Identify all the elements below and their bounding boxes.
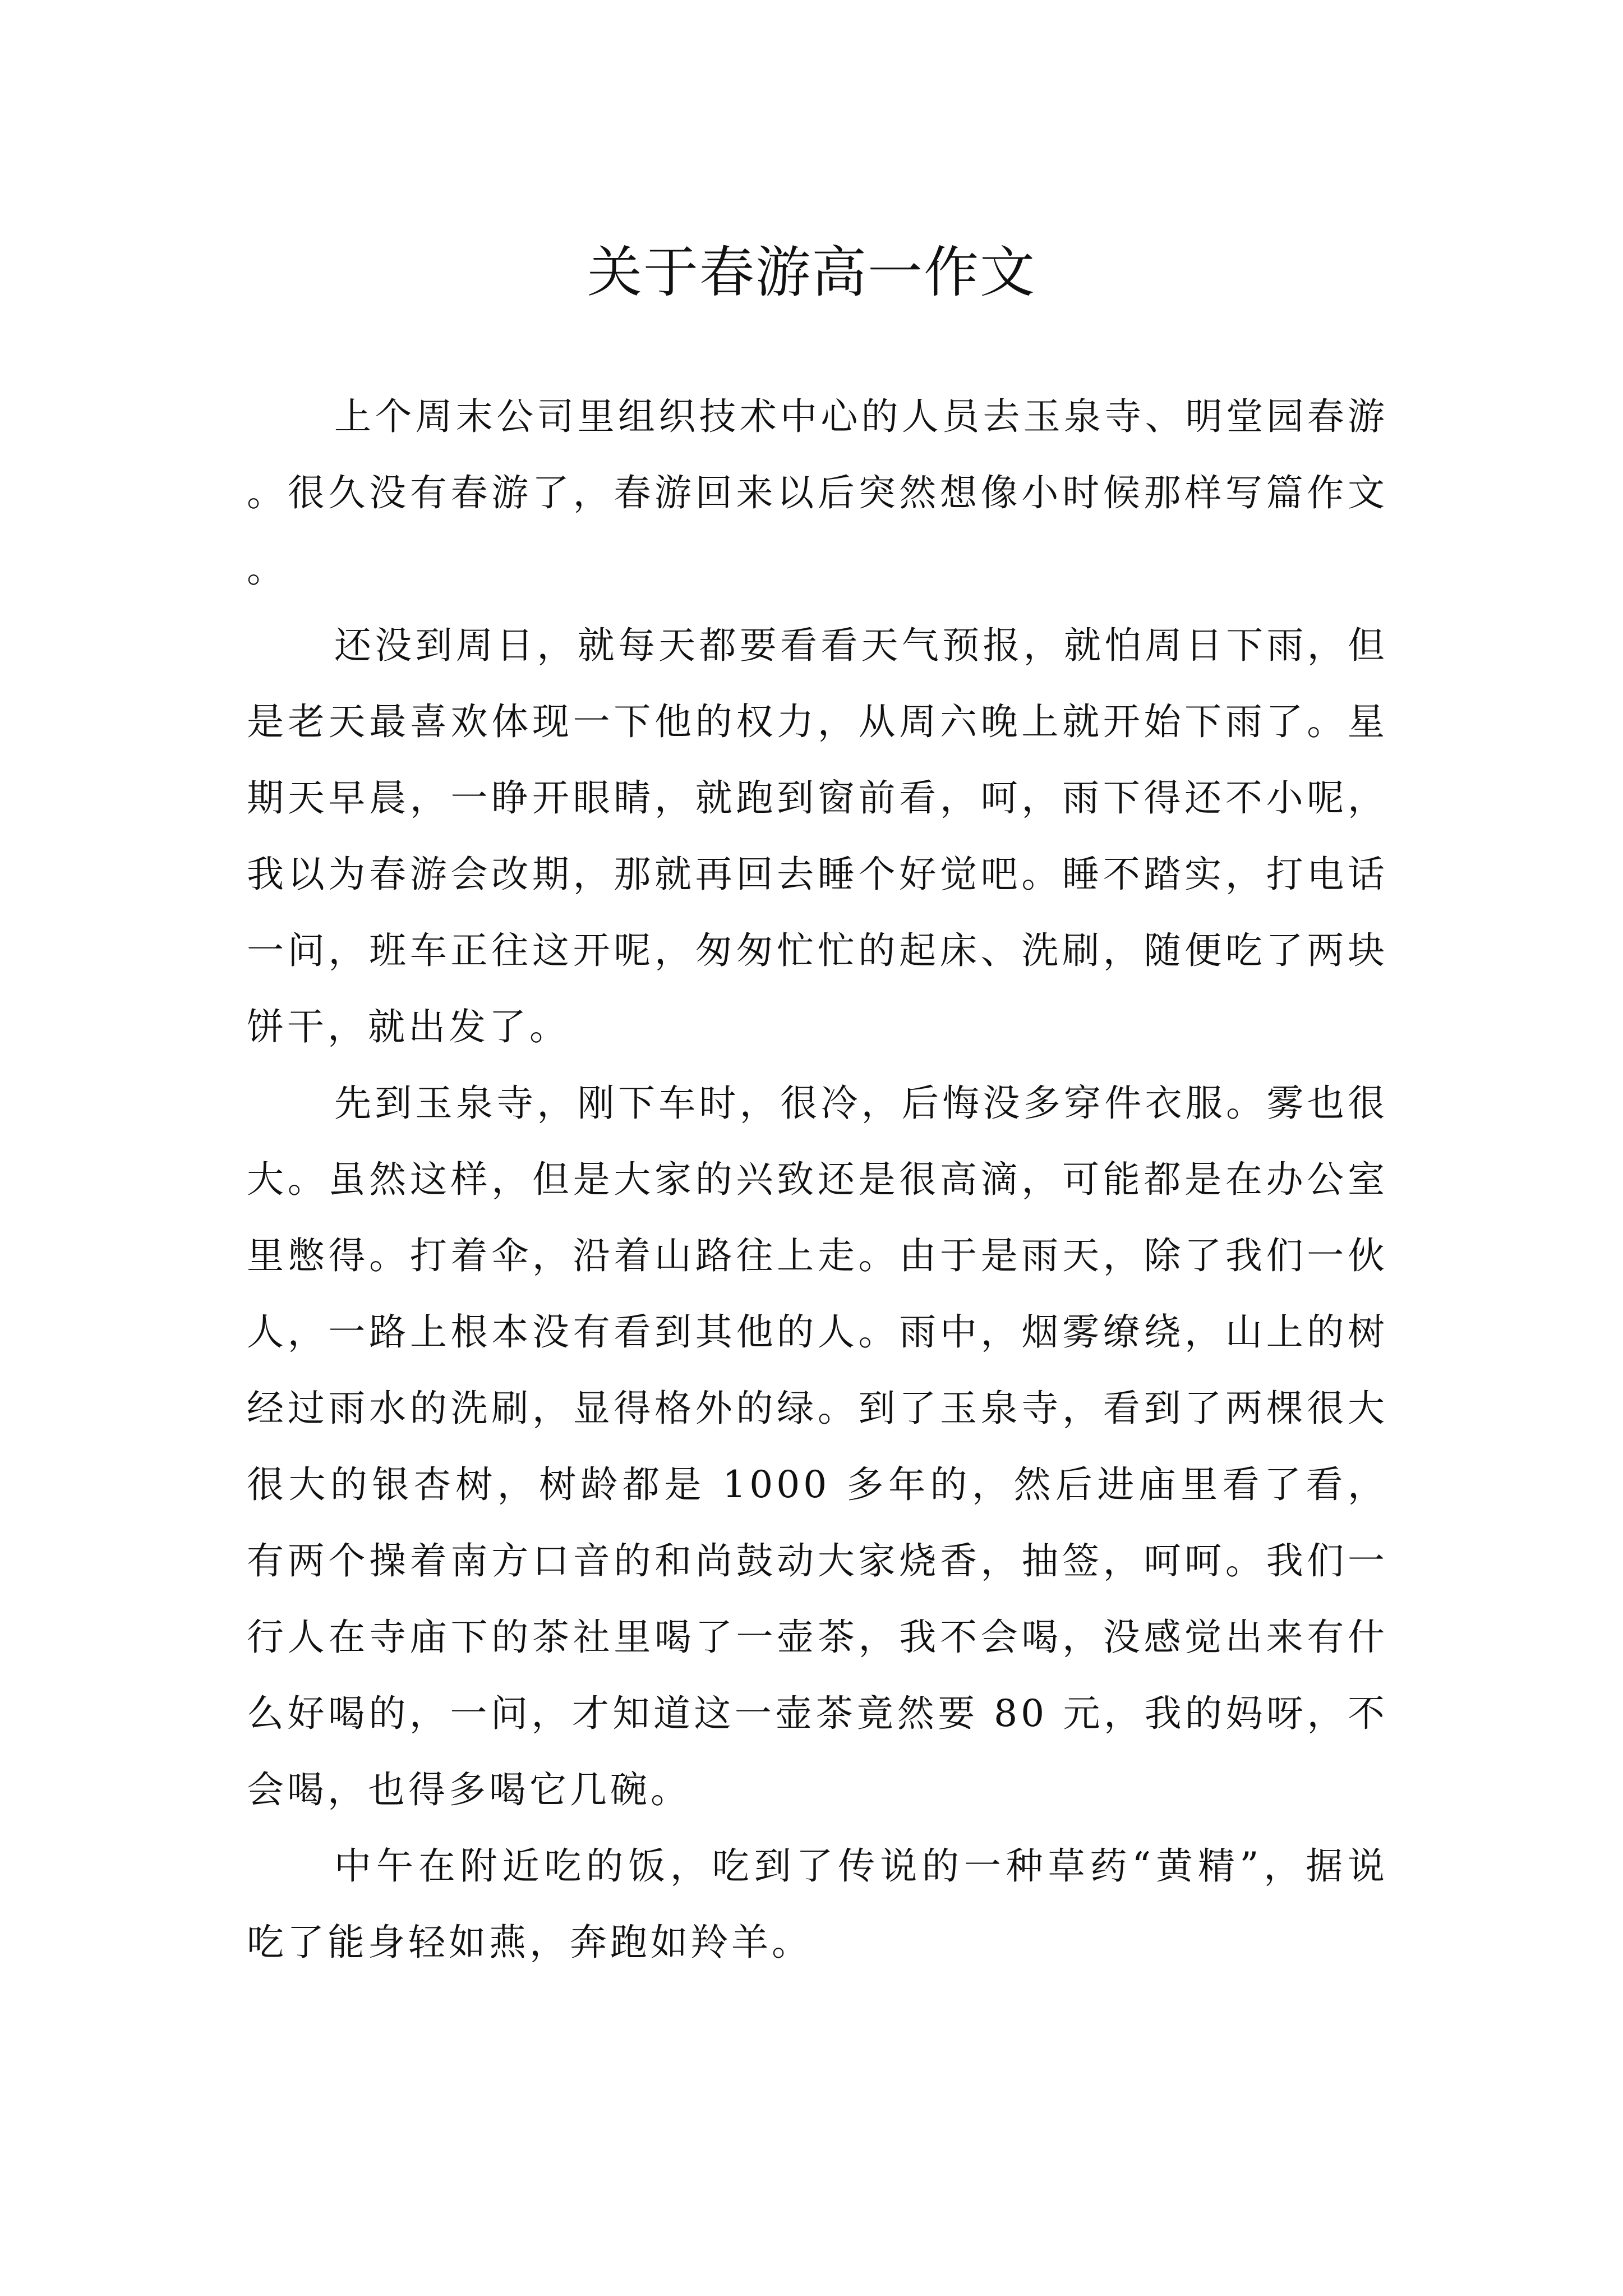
- paragraph-3: 先到玉泉寺，刚下车时，很冷，后悔没多穿件衣服。雾也很大。虽然这样，但是大家的兴致还是很高滴，可能都是在办公室里憋得。打着伞，沿着山路往上走。由于是雨天，除了我们一伙人，一路上根本没有看到其他的人。雨中，烟雾缭绕，山上的树经过雨水的洗刷，显得格外的绿。到了玉泉寺，看到了两棵很大很大的银杏树，树龄都是 1000 多年的，然后进庙里看了看，有两个操着南方口音的和尚鼓动大家烧香，抽签，呵呵。我们一行人在寺庙下的茶社里喝了一壶茶，我不会喝，没感觉出来有什么好喝的，一问，才知道这一壶茶竟然要 80 元，我的妈呀，不会喝，也得多喝它几碗。: [247, 1082, 1388, 1811]
- paragraph-2: 还没到周日，就每天都要看看天气预报，就怕周日下雨，但是老天最喜欢体现一下他的权力，从周六晚上就开始下雨了。星期天早晨，一睁开眼睛，就跑到窗前看，呵，雨下得还不小呢，我以为春游会改期，那就再回去睡个好觉吧。睡不踏实，打电话一问，班车正往这开呢，匆匆忙忙的起床、洗刷，随便吃了两块饼干，就出发了。: [247, 624, 1388, 1048]
- paragraph-1: 上个周末公司里组织技术中心的人员去玉泉寺、明堂园春游。很久没有春游了，春游回来以后突然想像小时候那样写篇作文。: [247, 395, 1388, 591]
- document-body: [247, 379, 1388, 1981]
- paragraph-4: 中午在附近吃的饭，吃到了传说的一种草药“黄精”，据说吃了能身轻如燕，奔跑如羚羊。: [247, 1844, 1388, 1964]
- document-title: 关于春游高一作文: [587, 240, 1036, 305]
